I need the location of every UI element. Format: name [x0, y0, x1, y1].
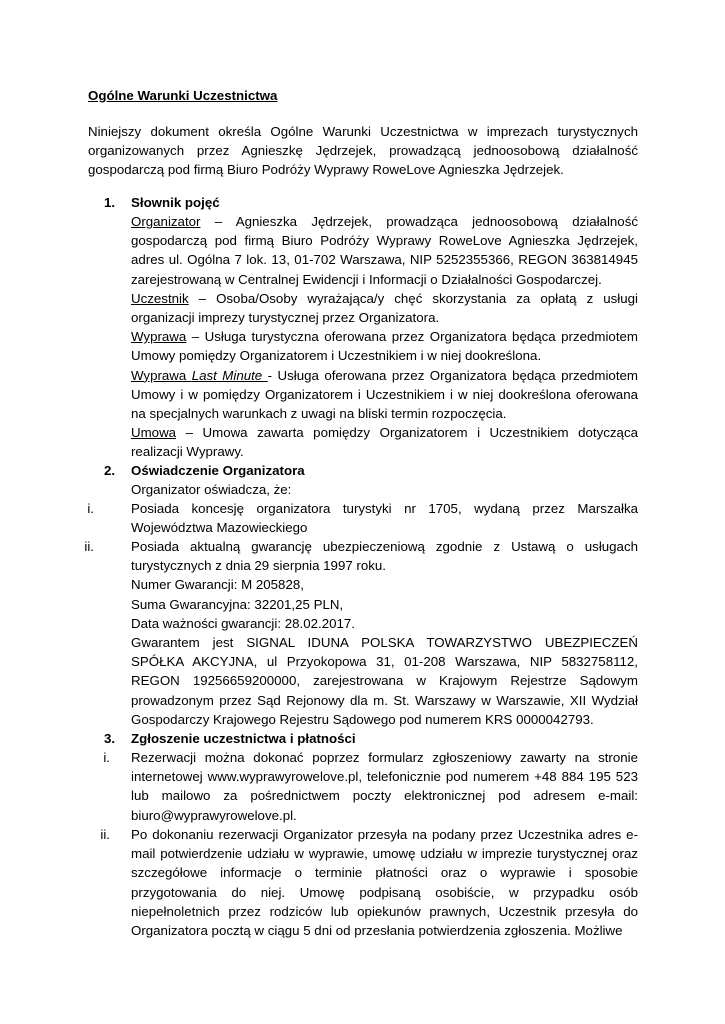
glossary-definition: – Osoba/Osoby wyrażająca/y chęć skorzystania za opłatą z usługi organizacji imprezy turystycznej przez Organizatora.: [131, 290, 638, 326]
list-item-text: Posiada aktualną gwarancję ubezpieczeniową zgodnie z Ustawą o usługach turystycznych z dnia 29 sierpnia 1997 roku.: [131, 539, 638, 574]
glossary-entry: [131, 327, 638, 365]
guarantee-number: Numer Gwarancji: M 205828,: [131, 577, 304, 593]
list-marker: i.: [87, 501, 94, 516]
intro-paragraph: Niniejszy dokument określa Ogólne Warunki Uczestnictwa w imprezach turystycznych organizowanych przez Agnieszkę Jędrzejek, prowadzącą jednoosobową działalność gospodarczą pod firmą Biuro Podróży Wyprawy RoweLove Agnieszka Jędrzejek.: [88, 124, 638, 178]
list-item-text: Po dokonaniu rezerwacji Organizator przesyła na podany przez Uczestnika adres e-mail potwierdzenie udziału w wyprawie, umowę udziału w imprezie turystycznej oraz szczegółowe informacje o terminie płatności oraz o wyprawie i sposobie przygotowania do niej. Umowę podpisaną osobiście, w przypadku osób niepełnoletnich przez rodziców lub opiekunów prawnych, Uczestnik przesyła do Organizatora pocztą w ciągu 5 dni od przesłania potwierdzenia zgłoszenia. Możliwe: [131, 827, 638, 939]
guarantor-text: Gwarantem jest SIGNAL IDUNA POLSKA TOWARZYSTWO UBEZPIECZEŃ SPÓŁKA AKCYJNA, ul Przyokopowa 31, 01-208 Warszawa, NIP 5832758112, REGON 19256659200000, zarejestrowana w Krajowym Rejestrze Sądowym prowadzonym przez Sąd Rejonowy dla m. St. Warszawy w Warszawie, XII Wydział Gospodarczy Krajowego Rejestru Sądowego pod numerem KRS 0000042793.: [131, 635, 638, 727]
glossary-term: Umowa: [131, 425, 177, 441]
section-2-title: Oświadczenie Organizatora: [131, 463, 305, 478]
glossary-term: Wyprawa: [131, 329, 187, 345]
glossary: [131, 212, 638, 462]
list-item: [131, 825, 638, 940]
glossary-definition: – Agnieszka Jędrzejek, prowadząca jednoosobową działalność gospodarczą pod firmą Biuro Podróży Wyprawy RoweLove Agnieszka Jędrzejek, adres ul. Ogólna 7 lok. 13, 01-702 Warszawa, NIP 5252355366, REGON 363814945 zarejestrowaną w Centralnej Ewidencji i Informacji o Działalności Gospodarczej.: [131, 214, 638, 287]
section-2-number: 2.: [104, 463, 116, 478]
list-marker: ii.: [100, 827, 110, 842]
list-marker: i.: [103, 750, 110, 765]
guarantee-sum: Suma Gwarancyjna: 32201,25 PLN,: [131, 596, 344, 612]
glossary-term-italic: Last Minute: [191, 367, 268, 383]
glossary-term-part: Wyprawa: [131, 367, 192, 383]
list-marker: ii.: [84, 539, 94, 554]
section-3-title: Zgłoszenie uczestnictwa i płatności: [131, 731, 356, 746]
list-item: [131, 537, 638, 729]
glossary-term: [131, 368, 268, 383]
glossary-entry: [131, 289, 638, 327]
glossary-definition: - Usługa oferowana przez Organizatora będąca przedmiotem Umowy i w pomiędzy Organizatorem i Uczestnikiem i w niej dookreślona oferowana na specjalnych warunkach z uwagi na bliski termin rozpoczęcia.: [131, 367, 638, 422]
guarantee-date: Data ważności gwarancji: 28.02.2017.: [131, 615, 355, 631]
glossary-term: Organizator: [131, 214, 201, 229]
document-title: Ogólne Warunki Uczestnictwa: [88, 88, 278, 103]
list-item-text: Rezerwacji można dokonać poprzez formularz zgłoszeniowy zawarty na stronie internetowej www.wyprawyrowelove.pl, telefonicznie pod numerem +48 884 195 523 lub mailowo za pośrednictwem poczty elektronicznej pod adresem e-mail: biuro@wyprawyrowelove.pl.: [131, 750, 638, 823]
section-1-number: 1.: [104, 195, 116, 210]
glossary-definition: – Usługa turystyczna oferowana przez Organizatora będąca przedmiotem Umowy pomiędzy Organizatorem i Uczestnikiem i w niej dookreślona.: [131, 329, 638, 364]
list-item: [131, 499, 638, 537]
glossary-definition: – Umowa zawarta pomiędzy Organizatorem i Uczestnikiem dotycząca realizacji Wyprawy.: [131, 425, 638, 460]
glossary-term: Uczestnik: [131, 290, 189, 306]
glossary-entry: [131, 212, 638, 289]
section-3-number: 3.: [104, 731, 116, 746]
section-1-title: Słownik pojęć: [131, 195, 220, 210]
list-item: [131, 748, 638, 825]
glossary-entry: [131, 366, 638, 424]
glossary-entry: [131, 423, 638, 461]
section-2-lead: Organizator oświadcza, że:: [131, 482, 292, 497]
list-item-text: Posiada koncesję organizatora turystyki nr 1705, wydaną przez Marszałka Województwa Mazowieckiego: [131, 501, 638, 536]
